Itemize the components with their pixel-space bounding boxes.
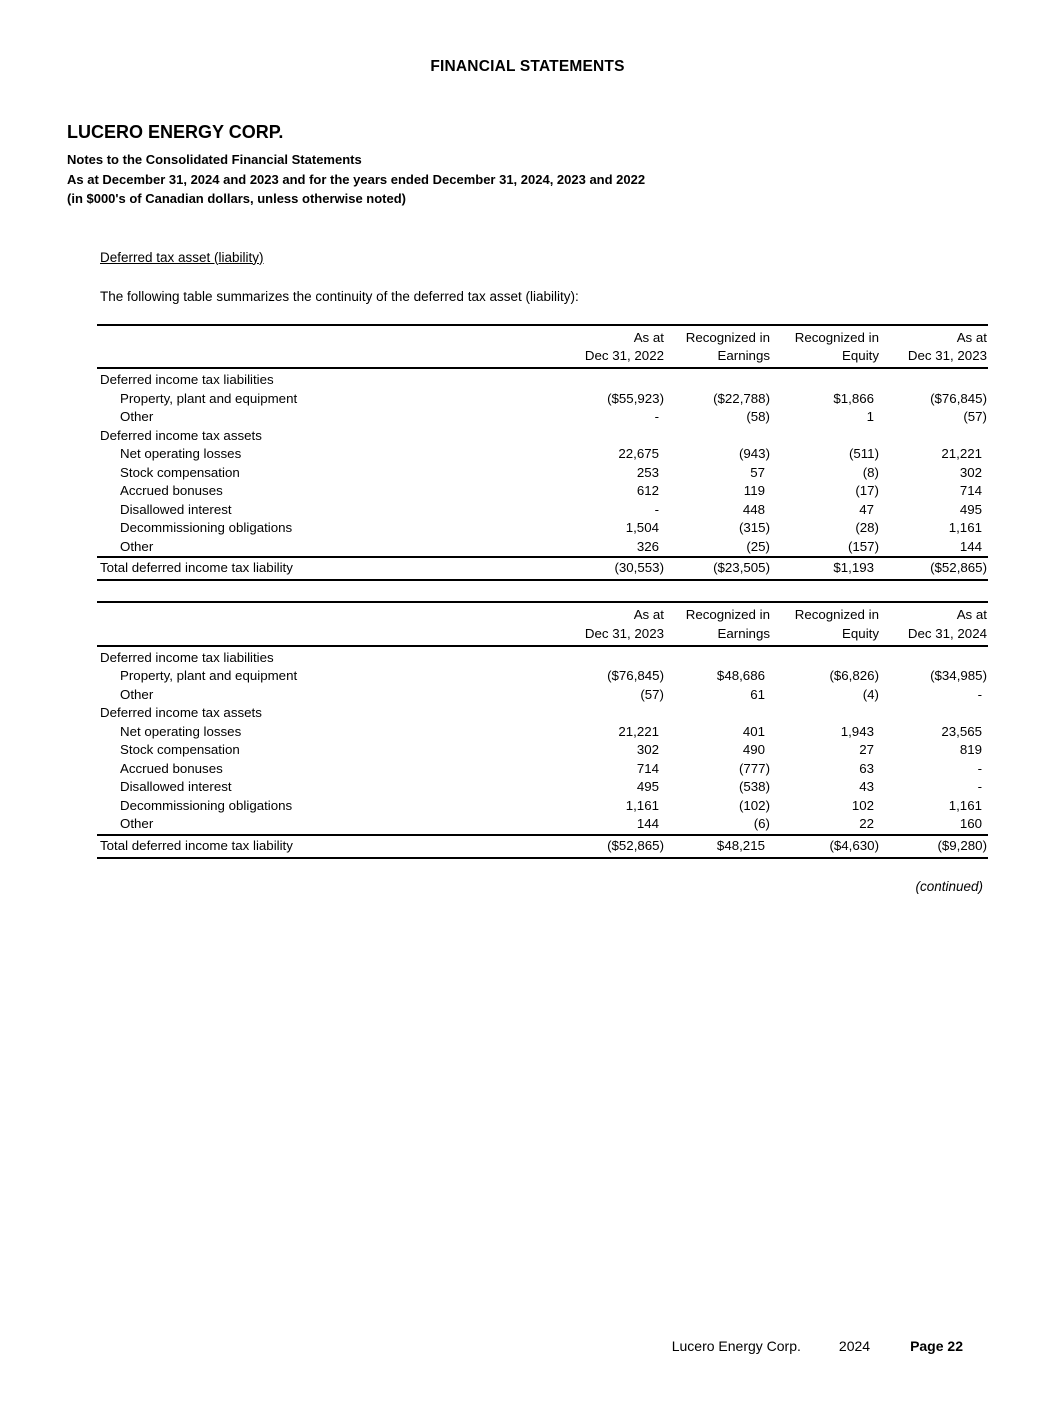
value-cell: (57) xyxy=(963,409,987,424)
value-cell: $48,215 xyxy=(665,835,771,858)
value-cell: 144 xyxy=(959,538,982,554)
value-cell xyxy=(665,368,771,390)
deferred-tax-table-2022-2023 xyxy=(97,324,988,582)
table-row xyxy=(97,797,988,816)
column-header: Dec 31, 2023 xyxy=(880,347,988,368)
period-subtitle: As at December 31, 2024 and 2023 and for the years ended December 31, 2024, 2023 and 2022 xyxy=(67,171,646,187)
value-cell: ($6,826) xyxy=(829,668,879,683)
table-header-row xyxy=(97,347,988,368)
value-cell: ($52,865) xyxy=(569,835,665,858)
value-cell: (943) xyxy=(738,446,770,461)
value-cell xyxy=(880,704,988,723)
deferred-tax-continuity-2022-to-2023 xyxy=(97,324,988,582)
value-cell xyxy=(665,704,771,723)
section-label: Deferred income tax assets xyxy=(100,705,262,720)
column-header: Recognized in xyxy=(685,607,770,622)
currency-subtitle: (in $000's of Canadian dollars, unless otherwise noted) xyxy=(67,191,407,206)
row-label: Other xyxy=(120,409,154,424)
table-row xyxy=(97,464,988,483)
company-name: LUCERO ENERGY CORP. xyxy=(67,122,284,142)
value-cell xyxy=(569,427,665,446)
value-cell: 47 xyxy=(859,501,874,517)
notes-subtitle: Notes to the Consolidated Financial Statements xyxy=(67,152,362,167)
value-cell: 22 xyxy=(859,816,874,831)
value-cell: 495 xyxy=(636,779,659,794)
value-cell: (30,553) xyxy=(569,557,665,580)
value-cell: (538) xyxy=(738,779,770,794)
intro-text: The following table summarizes the continuity of the deferred tax asset (liability): xyxy=(100,288,579,304)
total-label: Total deferred income tax liability xyxy=(97,835,569,858)
table-row xyxy=(97,723,988,742)
value-cell: - xyxy=(977,760,982,776)
value-cell: 119 xyxy=(743,483,765,498)
value-cell: 43 xyxy=(859,779,874,794)
value-cell: 160 xyxy=(959,816,982,831)
value-cell: (25) xyxy=(746,538,770,554)
value-cell: ($34,985) xyxy=(930,668,987,683)
value-cell xyxy=(880,427,988,446)
row-label: Property, plant and equipment xyxy=(120,668,298,683)
value-cell: ($23,505) xyxy=(665,557,771,580)
row-label: Net operating losses xyxy=(120,723,242,739)
column-header: As at xyxy=(633,329,664,345)
table-row xyxy=(97,390,988,409)
value-cell: 1,161 xyxy=(948,520,982,535)
value-cell: ($52,865) xyxy=(880,557,988,580)
value-cell: 326 xyxy=(636,538,659,554)
value-cell: (4) xyxy=(862,686,879,702)
table-row xyxy=(97,501,988,520)
table-row xyxy=(97,427,988,446)
value-cell xyxy=(880,646,988,668)
row-label: Other xyxy=(120,686,154,702)
row-label: Net operating losses xyxy=(120,446,242,461)
column-header: Dec 31, 2023 xyxy=(569,625,665,646)
value-cell xyxy=(880,368,988,390)
continued-note: (continued) xyxy=(915,878,983,894)
column-header: Equity xyxy=(771,625,880,646)
row-label: Disallowed interest xyxy=(120,501,232,517)
table-row xyxy=(97,368,988,390)
value-cell: (57) xyxy=(640,686,664,702)
value-cell: (511) xyxy=(848,446,879,461)
value-cell: 302 xyxy=(959,464,982,480)
page-content xyxy=(97,250,988,894)
row-label: Other xyxy=(120,816,154,831)
value-cell: ($22,788) xyxy=(713,390,770,406)
value-cell: 102 xyxy=(851,797,874,813)
deferred-tax-continuity-2023-to-2024 xyxy=(97,601,988,859)
table-row xyxy=(97,482,988,501)
value-cell: $1,193 xyxy=(771,557,880,580)
column-header: Recognized in xyxy=(794,329,879,345)
value-cell: (17) xyxy=(855,483,879,498)
value-cell: - xyxy=(977,779,982,794)
value-cell: $48,686 xyxy=(716,668,765,683)
column-header: Earnings xyxy=(665,347,771,368)
value-cell: 21,221 xyxy=(941,446,982,461)
value-cell xyxy=(569,368,665,390)
row-label: Stock compensation xyxy=(120,464,240,480)
value-cell: ($55,923) xyxy=(607,390,664,406)
value-cell: 253 xyxy=(636,464,659,480)
value-cell: 22,675 xyxy=(618,446,659,461)
section-heading: Deferred tax asset (liability) xyxy=(100,249,264,265)
value-cell: 1,943 xyxy=(840,723,874,739)
column-header: Equity xyxy=(771,347,880,368)
table-header-row xyxy=(97,625,988,646)
value-cell: 1,504 xyxy=(625,520,659,535)
value-cell: ($9,280) xyxy=(880,835,988,858)
row-label: Decommissioning obligations xyxy=(120,520,293,535)
value-cell xyxy=(771,646,880,668)
value-cell: - xyxy=(654,501,659,517)
table-row xyxy=(97,408,988,427)
table-row xyxy=(97,538,988,558)
value-cell: 714 xyxy=(636,760,659,776)
value-cell: $1,866 xyxy=(833,390,874,406)
column-header: Earnings xyxy=(665,625,771,646)
table-row xyxy=(97,519,988,538)
column-header xyxy=(97,347,569,368)
row-label: Accrued bonuses xyxy=(120,760,223,776)
row-label: Decommissioning obligations xyxy=(120,797,293,813)
section-label: Deferred income tax liabilities xyxy=(100,372,274,387)
column-header: Dec 31, 2022 xyxy=(569,347,665,368)
value-cell: 57 xyxy=(750,464,765,480)
value-cell: 27 xyxy=(859,742,874,757)
footer-page-number: Page 22 xyxy=(910,1338,963,1354)
value-cell: 819 xyxy=(959,742,982,757)
value-cell: - xyxy=(654,409,659,424)
value-cell: ($76,845) xyxy=(607,668,664,683)
document-page xyxy=(0,58,1055,1354)
total-label: Total deferred income tax liability xyxy=(97,557,569,580)
value-cell: 144 xyxy=(636,816,659,831)
page-footer xyxy=(672,1338,963,1354)
section-label: Deferred income tax liabilities xyxy=(100,649,274,665)
footer-company: Lucero Energy Corp. xyxy=(671,1338,801,1354)
company-block xyxy=(67,122,1055,209)
row-label: Disallowed interest xyxy=(120,779,232,794)
value-cell: (28) xyxy=(855,520,879,535)
value-cell xyxy=(569,704,665,723)
value-cell: 612 xyxy=(636,483,659,498)
value-cell: 490 xyxy=(742,742,765,757)
value-cell: 448 xyxy=(742,501,765,517)
column-header: As at xyxy=(956,607,987,622)
value-cell xyxy=(665,427,771,446)
value-cell: (777) xyxy=(738,760,770,776)
value-cell: (102) xyxy=(738,797,770,813)
value-cell: ($4,630) xyxy=(771,835,880,858)
table-row xyxy=(97,686,988,705)
value-cell: ($76,845) xyxy=(930,390,987,406)
document-header: FINANCIAL STATEMENTS xyxy=(430,58,625,75)
column-header xyxy=(97,602,569,625)
column-header: As at xyxy=(633,607,664,622)
value-cell: 302 xyxy=(636,742,659,757)
total-row xyxy=(97,557,988,580)
value-cell: 61 xyxy=(750,686,765,702)
value-cell xyxy=(665,646,771,668)
column-header: As at xyxy=(956,329,987,345)
column-header xyxy=(97,325,569,348)
value-cell xyxy=(771,427,880,446)
table-row xyxy=(97,667,988,686)
footer-year: 2024 xyxy=(838,1338,871,1354)
value-cell: (315) xyxy=(738,520,770,535)
table-header-row xyxy=(97,325,988,348)
row-label: Other xyxy=(120,538,154,554)
deferred-tax-table-2023-2024 xyxy=(97,601,988,859)
value-cell: (157) xyxy=(847,538,879,554)
section-label: Deferred income tax assets xyxy=(100,427,262,443)
row-label: Accrued bonuses xyxy=(120,483,223,498)
row-label: Stock compensation xyxy=(120,742,240,757)
column-header: Recognized in xyxy=(794,607,879,622)
table-row xyxy=(97,741,988,760)
value-cell: (6) xyxy=(753,816,770,831)
value-cell xyxy=(569,646,665,668)
row-label: Property, plant and equipment xyxy=(120,390,298,406)
value-cell: 63 xyxy=(859,760,874,776)
column-header xyxy=(97,625,569,646)
column-header: Recognized in xyxy=(685,329,770,345)
value-cell: 495 xyxy=(959,501,982,517)
value-cell: 21,221 xyxy=(618,723,659,739)
value-cell: 1,161 xyxy=(948,797,982,813)
total-row xyxy=(97,835,988,858)
table-row xyxy=(97,646,988,668)
value-cell: - xyxy=(977,686,982,702)
value-cell: 1,161 xyxy=(625,797,659,813)
table-row xyxy=(97,445,988,464)
table-header-row xyxy=(97,602,988,625)
value-cell xyxy=(771,368,880,390)
table-row xyxy=(97,778,988,797)
value-cell: 714 xyxy=(959,483,982,498)
table-row xyxy=(97,760,988,779)
value-cell: 1 xyxy=(866,409,874,424)
value-cell: (8) xyxy=(862,464,879,480)
column-header: Dec 31, 2024 xyxy=(880,625,988,646)
value-cell: 401 xyxy=(742,723,765,739)
table-row xyxy=(97,815,988,835)
value-cell: (58) xyxy=(746,409,770,424)
table-row xyxy=(97,704,988,723)
value-cell: 23,565 xyxy=(941,723,982,739)
value-cell xyxy=(771,704,880,723)
